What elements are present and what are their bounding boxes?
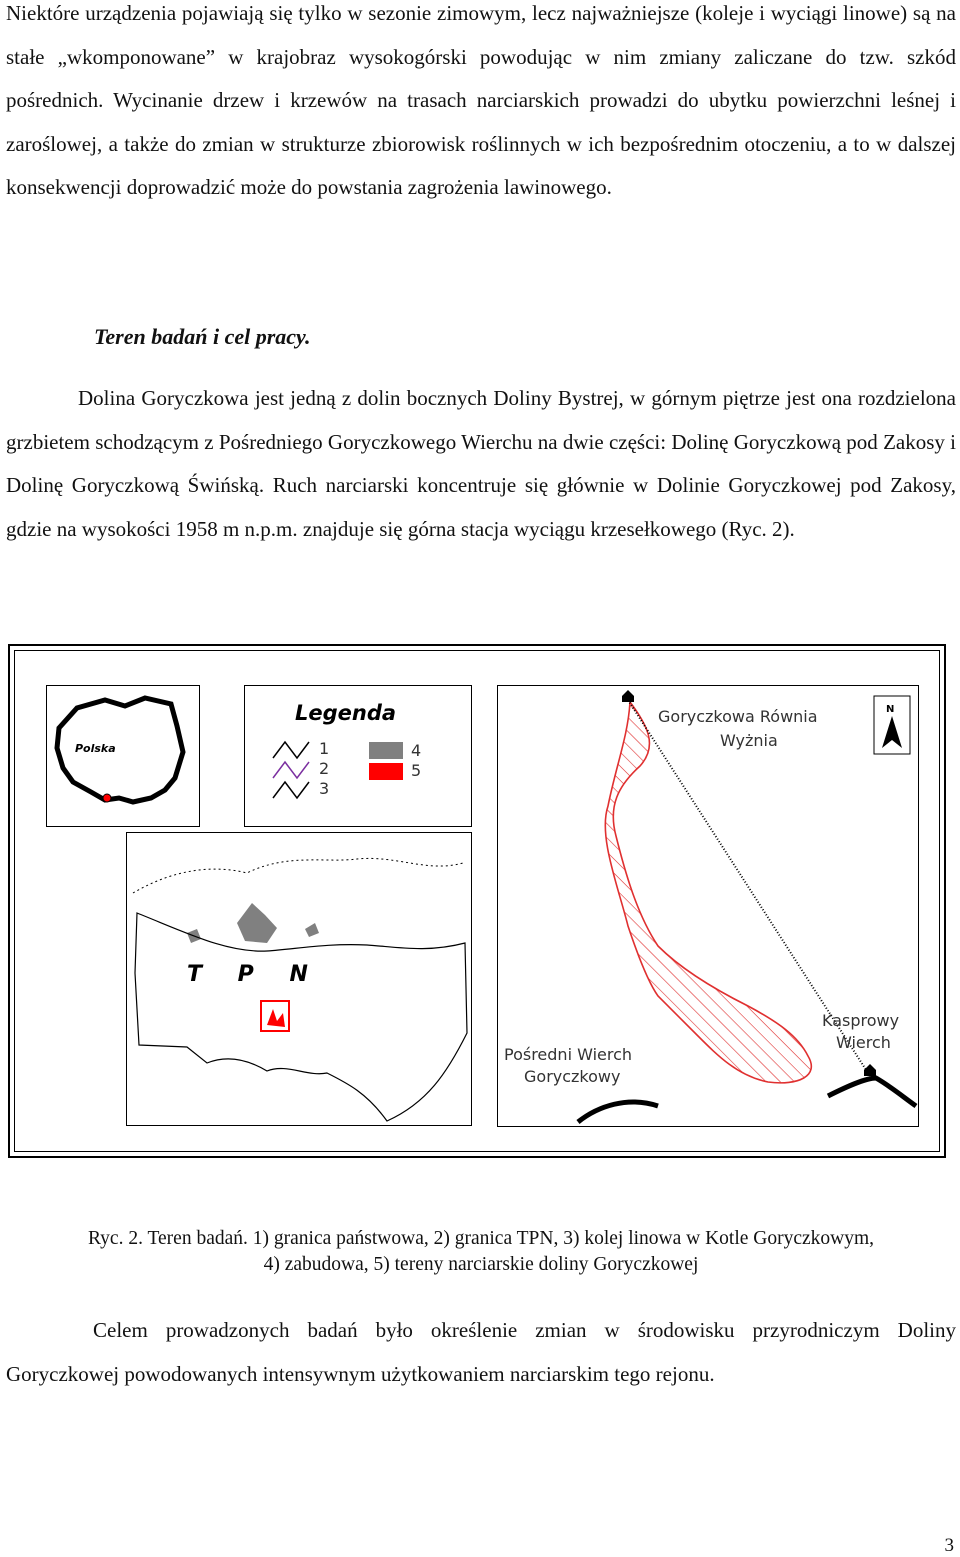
north-label: N xyxy=(886,704,895,715)
page-number: 3 xyxy=(944,1535,954,1556)
figure-caption xyxy=(8,1226,954,1278)
caption-line-2: 4) zabudowa, 5) tereny narciarskie doliny Goryczkowej xyxy=(263,1254,699,1275)
legend-item-5: 5 xyxy=(411,761,422,780)
caption-line-1: Ryc. 2. Teren badań. 1) granica państwowa, 2) granica TPN, 3) kolej linowa w Kotle Goryczkowym, xyxy=(87,1228,875,1249)
paragraph-aim: Celem prowadzonych badań było określenie zmian w środowisku przyrodniczym Doliny Goryczkowej powodowanych intensywnym użytkowaniem narciarskim tego rejonu. xyxy=(6,1318,956,1386)
figure-frame xyxy=(8,644,946,1158)
study-area-map-panel xyxy=(497,685,919,1127)
paragraph-study-area: Dolina Goryczkowa jest jedną z dolin bocznych Doliny Bystrej, w górnym piętrze jest ona rozdzielona grzbietem schodzącym z Pośredniego Goryczkowego Wierchu na dwie części: Dolinę Goryczkową pod Zakosy i Dolinę Goryczkową Świńską. Ruch narciarski koncentruje się głównie w Dolinie Goryczkowej pod Zakosy, gdzie na wysokości 1958 m n.p.m. znajduje się górna stacja wyciągu krzesełkowego (Ryc. 2). xyxy=(6,386,956,541)
tpn-overview-map xyxy=(127,833,471,1125)
label-goryczkowa-2: Wyżnia xyxy=(720,731,778,750)
label-posredni-2: Goryczkowy xyxy=(524,1067,621,1086)
legend-item-3: 3 xyxy=(319,779,330,798)
ridge-line-right xyxy=(828,1078,916,1106)
built-up-patch xyxy=(237,903,277,943)
legend-swatch-ski-terrain xyxy=(369,763,403,780)
figure-inner-border xyxy=(14,650,940,1152)
legend-swatch-built-up xyxy=(369,742,403,759)
study-area-marker xyxy=(103,794,111,802)
paragraph-intro: Niektóre urządzenia pojawiają się tylko w sezonie zimowym, lecz najważniejsze (koleje i wyciągi linowe) są na stałe „wkomponowane” w krajobraz wysokogórski powodując w nim zmiany zaliczane do tzw. szkód pośrednich. Wycinanie drzew i krzewów na trasach narciarskich prowadzi do ubytku powierzchni leśnej i zaroślowej, a także do zmian w strukturze zbiorowisk roślinnych w ich bezpośrednim otoczeniu, a to w dalszej konsekwencji doprowadzić może do powstania zagrożenia lawinowego. xyxy=(6,1,956,200)
tpn-label: T P N xyxy=(187,962,322,987)
label-posredni-1: Pośredni Wierch xyxy=(504,1045,633,1064)
upper-station-icon xyxy=(622,690,634,702)
built-up-patch xyxy=(305,923,319,937)
tpn-overview-panel xyxy=(126,832,472,1126)
legend-symbol-state-border xyxy=(273,742,309,758)
legend-graphic xyxy=(245,686,471,826)
legend-panel xyxy=(244,685,472,827)
ski-terrain-area xyxy=(605,702,811,1083)
legend-item-4: 4 xyxy=(411,741,422,760)
lower-station-icon xyxy=(864,1064,876,1076)
tpn-park-border xyxy=(135,913,467,1121)
section-heading: Teren badań i cel pracy. xyxy=(94,324,311,349)
forest-boundary-dots xyxy=(133,858,463,893)
ridge-line-left xyxy=(578,1102,658,1122)
poland-outline-map xyxy=(47,686,199,826)
legend-symbol-tpn-border xyxy=(273,762,309,778)
poland-label: Polska xyxy=(75,742,116,755)
legend-item-2: 2 xyxy=(319,759,330,778)
built-up-areas xyxy=(187,903,319,943)
label-kasprowy-1: Kasprowy xyxy=(822,1011,900,1030)
study-area-shape xyxy=(267,1009,285,1027)
legend-symbol-cable-car xyxy=(273,782,309,798)
poland-inset-panel xyxy=(46,685,200,827)
legend-title: Legenda xyxy=(295,701,397,725)
label-goryczkowa-1: Goryczkowa Równia xyxy=(658,707,818,726)
legend-item-1: 1 xyxy=(319,739,330,758)
label-kasprowy-2: Wierch xyxy=(836,1033,891,1052)
study-area-detail-map xyxy=(498,686,918,1126)
